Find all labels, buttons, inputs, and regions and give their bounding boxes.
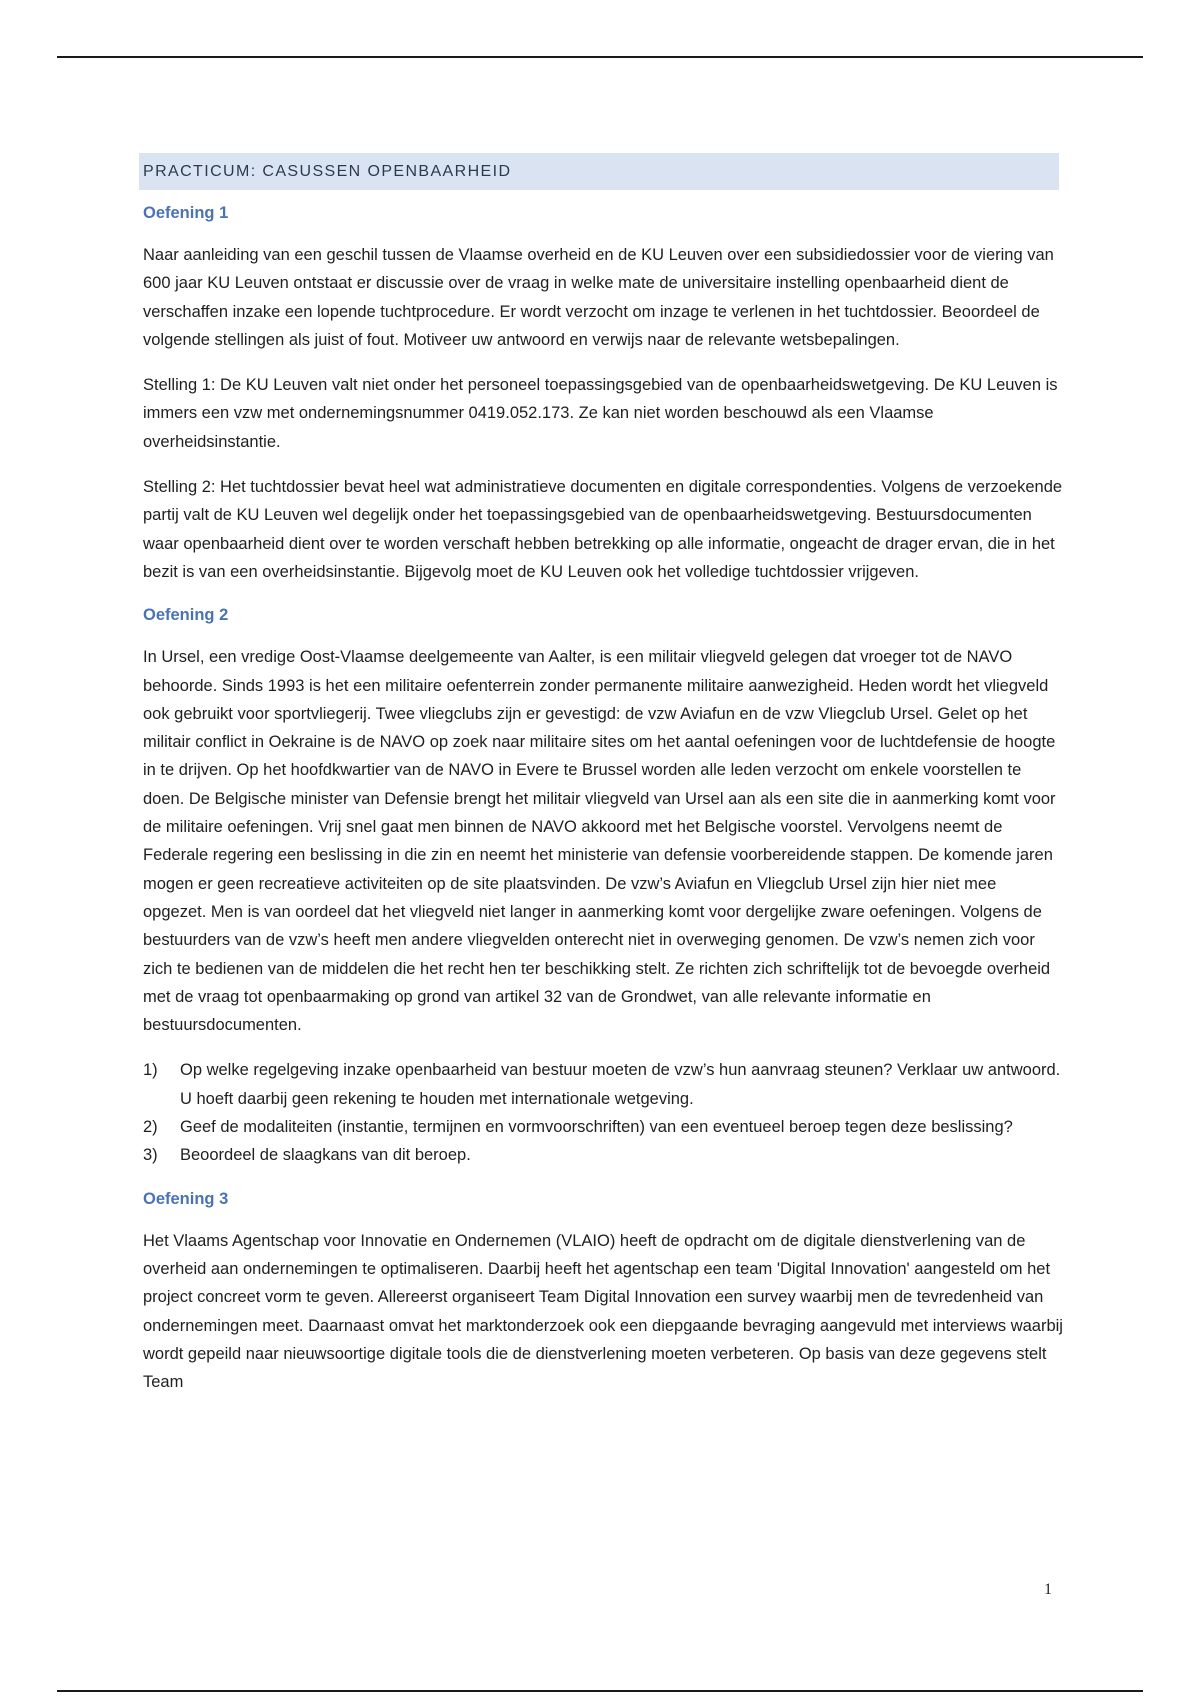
exercise-3-heading: Oefening 3 [143, 1189, 229, 1208]
header-rule [57, 56, 1143, 58]
question-item [143, 1113, 1063, 1141]
question-text: Beoordeel de slaagkans van dit beroep. [180, 1146, 471, 1165]
exercise-1-heading: Oefening 1 [143, 204, 229, 222]
question-text: Op welke regelgeving inzake openbaarheid van bestuur moeten de vzw’s hun aanvraag steunen? Verklaar uw antwoord. U hoeft daarbij geen rekening te houden met internationale wetgeving. [180, 1061, 1061, 1108]
page-number: 1 [1044, 1581, 1052, 1598]
exercise-1-statement-2: Stelling 2: Het tuchtdossier bevat heel wat administratieve documenten en digitale correspondenties. Volgens de verzoekende partij valt de KU Leuven wel degelijk onder het toepassingsgebied van de openbaarheidswetgeving. Bestuursdocumenten waar openbaarheid dient over te worden verschaft hebben betrekking op alle informatie, ongeacht de drager ervan, die in het bezit is van een overheidsinstantie. Bijgevolg moet de KU Leuven ook het volledige tuchtdossier vrijgeven. [143, 478, 1063, 581]
document-title: PRACTICUM: CASUSSEN OPENBAARHEID [143, 162, 512, 180]
exercise-1-statement-1: Stelling 1: De KU Leuven valt niet onder het personeel toepassingsgebied van de openbaarheidswetgeving. De KU Leuven is immers een vzw met ondernemingsnummer 0419.052.173. Ze kan niet worden beschouwd als een Vlaamse overheidsinstantie. [143, 376, 1058, 451]
exercise-2-questions [143, 1056, 1063, 1169]
exercise-1-intro: Naar aanleiding van een geschil tussen de Vlaamse overheid en de KU Leuven over een subsidiedossier voor de viering van 600 jaar KU Leuven ontstaat er discussie over de vraag in welke mate de universitaire instelling openbaarheid dient de verschaffen inzake een lopende tuchtprocedure. Er wordt verzocht om inzage te verlenen in het tuchtdossier. Beoordeel de volgende stellingen als juist of fout. Motiveer uw antwoord en verwijs naar de relevante wetsbepalingen. [143, 246, 1054, 349]
document-title-bar [139, 153, 1059, 190]
question-number: 3) [143, 1146, 158, 1165]
question-number: 2) [143, 1118, 158, 1137]
question-item [143, 1056, 1063, 1113]
page-content [143, 153, 1063, 1396]
footer-rule [57, 1690, 1143, 1692]
question-number: 1) [143, 1061, 158, 1080]
exercise-2-body: In Ursel, een vredige Oost-Vlaamse deelgemeente van Aalter, is een militair vliegveld gelegen dat vroeger tot de NAVO behoorde. Sinds 1993 is het een militaire oefenterrein zonder permanente militaire aanwezigheid. Heden wordt het vliegveld ook gebruikt voor sportvliegerij. Twee vliegclubs zijn er gevestigd: de vzw Aviafun en de vzw Vliegclub Ursel. Gelet op het militair conflict in Oekraine is de NAVO op zoek naar militaire sites om het aantal oefeningen voor de luchtdefensie de hoogte in te drijven. Op het hoofdkwartier van de NAVO in Evere te Brussel worden alle leden verzocht om enkele voorstellen te doen. De Belgische minister van Defensie brengt het militair vliegveld van Ursel aan als een site die in aanmerking komt voor de militaire oefeningen. Vrij snel gaat men binnen de NAVO akkoord met het Belgische voorstel. Vervolgens neemt de Federale regering een beslissing in die zin en neemt het ministerie van defensie voorbereidende stappen. De komende jaren mogen er geen recreatieve activiteiten op de site plaatsvinden. De vzw’s Aviafun en Vliegclub Ursel zijn hier niet mee opgezet. Men is van oordeel dat het vliegveld niet langer in aanmerking komt voor dergelijke zware oefeningen. Volgens de bestuurders van de vzw’s heeft men andere vliegvelden onterecht niet in overweging genomen. De vzw’s nemen zich voor zich te bedienen van de middelen die het recht hen ter beschikking stelt. Ze richten zich schriftelijk tot de bevoegde overheid met de vraag tot openbaarmaking op grond van artikel 32 van de Grondwet, van alle relevante informatie en bestuursdocumenten. [143, 648, 1056, 1035]
question-text: Geef de modaliteiten (instantie, termijnen en vormvoorschriften) van een eventueel beroep tegen deze beslissing? [180, 1118, 1013, 1137]
exercise-3-body: Het Vlaams Agentschap voor Innovatie en Ondernemen (VLAIO) heeft de opdracht om de digitale dienstverlening van de overheid aan ondernemingen te optimaliseren. Daarbij heeft het agentschap een team 'Digital Innovation' aangesteld om het project concreet vorm te geven. Allereerst organiseert Team Digital Innovation een survey waarbij men de tevredenheid van ondernemingen meet. Daarnaast omvat het marktonderzoek ook een diepgaande bevraging aangevuld met interviews waarbij wordt gepeild naar nieuwsoortige digitale tools die de dienstverlening moeten verbeteren. Op basis van deze gegevens stelt Team [143, 1231, 1063, 1392]
question-item [143, 1141, 1063, 1169]
exercise-2-heading: Oefening 2 [143, 606, 229, 625]
